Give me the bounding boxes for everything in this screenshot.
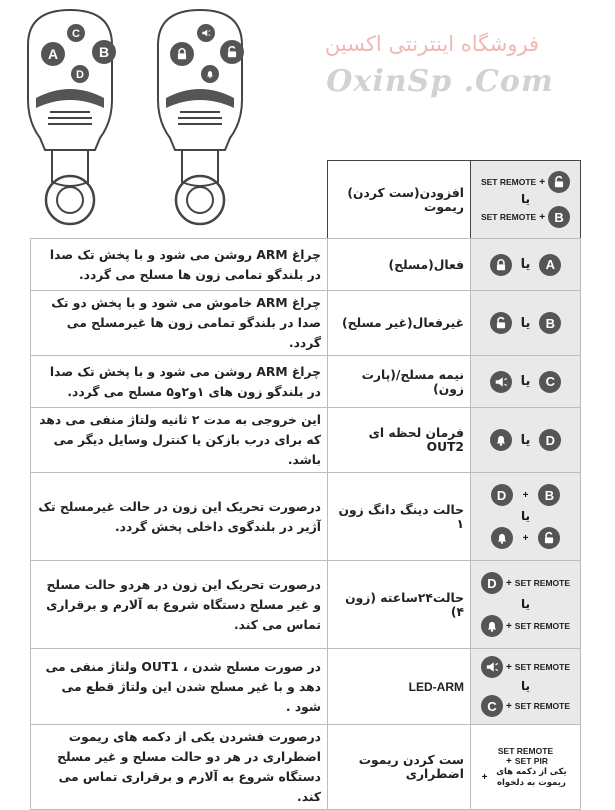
btns-ding-dong (471, 473, 581, 561)
or-label: یا (520, 374, 531, 389)
func-partial-arm: نیمه مسلح/(پارت زون) (328, 356, 471, 408)
button-d-icon: D (539, 429, 561, 451)
func-led-arm: LED-ARM (328, 649, 471, 725)
plus-sign: + (505, 577, 512, 589)
set-remote-label: SET REMOTE (514, 662, 571, 672)
desc-led-arm: در صورت مسلح شدن ، OUT1 ولتاژ منفی می دهد و با غیر مسلح شدن این ولتاژ قطع می شود . (31, 649, 328, 725)
or-label: یا (520, 315, 531, 331)
bell-icon (491, 527, 513, 549)
desc-ding-dong: درصورت تحریک این زون در حالت غیرمسلح تک آژیر در بلندگوی داخلی پخش گردد. (31, 473, 328, 561)
desc-24h-zone: درصورت تحریک این زون در هردو حالت مسلح و غیر مسلح دستگاه شروع به آلارم و برقراری تماس می کند. (31, 561, 328, 649)
table-row-add-remote (31, 161, 581, 239)
unlock-icon (490, 312, 512, 334)
btns-24h-zone (471, 561, 581, 649)
set-remote-label: SET REMOTE (497, 745, 554, 756)
btns-partial-arm (471, 356, 581, 408)
plus-sign: + (522, 489, 529, 501)
button-d-icon: D (481, 572, 503, 594)
table-row-out2 (31, 408, 581, 473)
bell-icon (481, 615, 503, 637)
func-disarm: غیرفعال(غیر مسلح) (328, 291, 471, 356)
speaker-icon (490, 371, 512, 393)
plus-sign: + (522, 532, 529, 544)
btns-emergency (471, 725, 581, 810)
remote-btn-b-label: B (98, 44, 110, 60)
button-b-icon: B (548, 206, 570, 228)
unlock-icon (548, 171, 570, 193)
button-a-icon: A (539, 254, 561, 276)
table-row-led-arm (31, 649, 581, 725)
set-remote-label: SET REMOTE (480, 177, 537, 187)
brand-name-en: OxinSp .Com (326, 64, 554, 99)
or-label: یا (520, 192, 530, 206)
or-label: یا (520, 597, 530, 611)
plus-sign: + (539, 176, 546, 188)
table-row-emergency (31, 725, 581, 810)
plus-sign: + (505, 700, 512, 712)
func-ding-dong: حالت دینگ دانگ زون ۱ (328, 473, 471, 561)
table-row-arm (31, 239, 581, 291)
remote-btn-c-label: C (72, 28, 80, 40)
set-remote-label: SET REMOTE (480, 212, 537, 222)
table-row-disarm (31, 291, 581, 356)
or-label: یا (520, 679, 530, 693)
desc-emergency: درصورت فشردن یکی از دکمه های ریموت اضطراری در هر دو حالت مسلح و غیر مسلح دستگاه شروع به آلارم و برقراری تماس می کند. (31, 725, 328, 810)
desc-out2: این خروجی به مدت ۲ ثانیه ولتاژ منفی می دهد که برای درب بازکن یا کنترل وسایل دیگر می باشد. (31, 408, 328, 473)
remote-functions-table (30, 160, 581, 810)
unlock-icon (538, 527, 560, 549)
desc-arm: چراغ ARM روشن می شود و با پخش تک صدا در بلندگو تمامی زون ها مسلح می گردد. (31, 239, 328, 291)
set-remote-label: SET REMOTE (514, 621, 571, 631)
btns-add-remote (471, 161, 581, 239)
set-pir-label: SET PIR (514, 756, 548, 766)
set-remote-label: SET REMOTE (514, 701, 571, 711)
remote-btn-a-label: A (47, 46, 59, 62)
empty-cell (31, 161, 328, 239)
func-out2: فرمان لحظه ای OUT2 (328, 408, 471, 473)
remote-btn-d-label: D (76, 69, 84, 81)
bell-icon (490, 429, 512, 451)
button-c-icon: C (539, 371, 561, 393)
or-label: یا (520, 432, 531, 448)
button-b-icon: B (539, 312, 561, 334)
any-button-note: یکی از دکمه های ریموت به دلخواه (496, 766, 567, 788)
or-label: یا (520, 257, 531, 272)
speaker-icon (481, 656, 503, 678)
table-row-ding-dong (31, 473, 581, 561)
btns-arm (471, 239, 581, 291)
plus-sign: + (481, 772, 488, 783)
button-c-icon: C (481, 695, 503, 717)
table-row-partial-arm (31, 356, 581, 408)
plus-sign: + (505, 620, 512, 632)
btns-led-arm (471, 649, 581, 725)
set-remote-label: SET REMOTE (514, 578, 571, 588)
table-row-24h-zone (31, 561, 581, 649)
brand-name-fa: فروشگاه اینترنتی اکسین (324, 32, 540, 56)
button-b-icon: B (538, 484, 560, 506)
func-add-remote: افزودن(ست کردن) ریموت (328, 161, 471, 239)
func-arm: فعال(مسلح) (328, 239, 471, 291)
desc-partial-arm: چراغ ARM روشن می شود و با پخش تک صدا در بلندگو زون های ۱و۲و۵ مسلح می گردد. (31, 356, 328, 408)
plus-sign: + (539, 211, 546, 223)
btns-disarm (471, 291, 581, 356)
plus-sign: + (506, 755, 512, 767)
btns-out2 (471, 408, 581, 473)
lock-icon (490, 254, 512, 276)
func-24h-zone: حالت۲۴ساعته (زون ۴) (328, 561, 471, 649)
plus-sign: + (505, 661, 512, 673)
button-d-icon: D (491, 484, 513, 506)
func-emergency: ست کردن ریموت اضطراری (328, 725, 471, 810)
desc-disarm: چراغ ARM خاموش می شود و با پخش دو تک صدا در بلندگو تمامی زون ها غیرمسلح می گردد. (31, 291, 328, 356)
or-label: یا (520, 509, 530, 523)
